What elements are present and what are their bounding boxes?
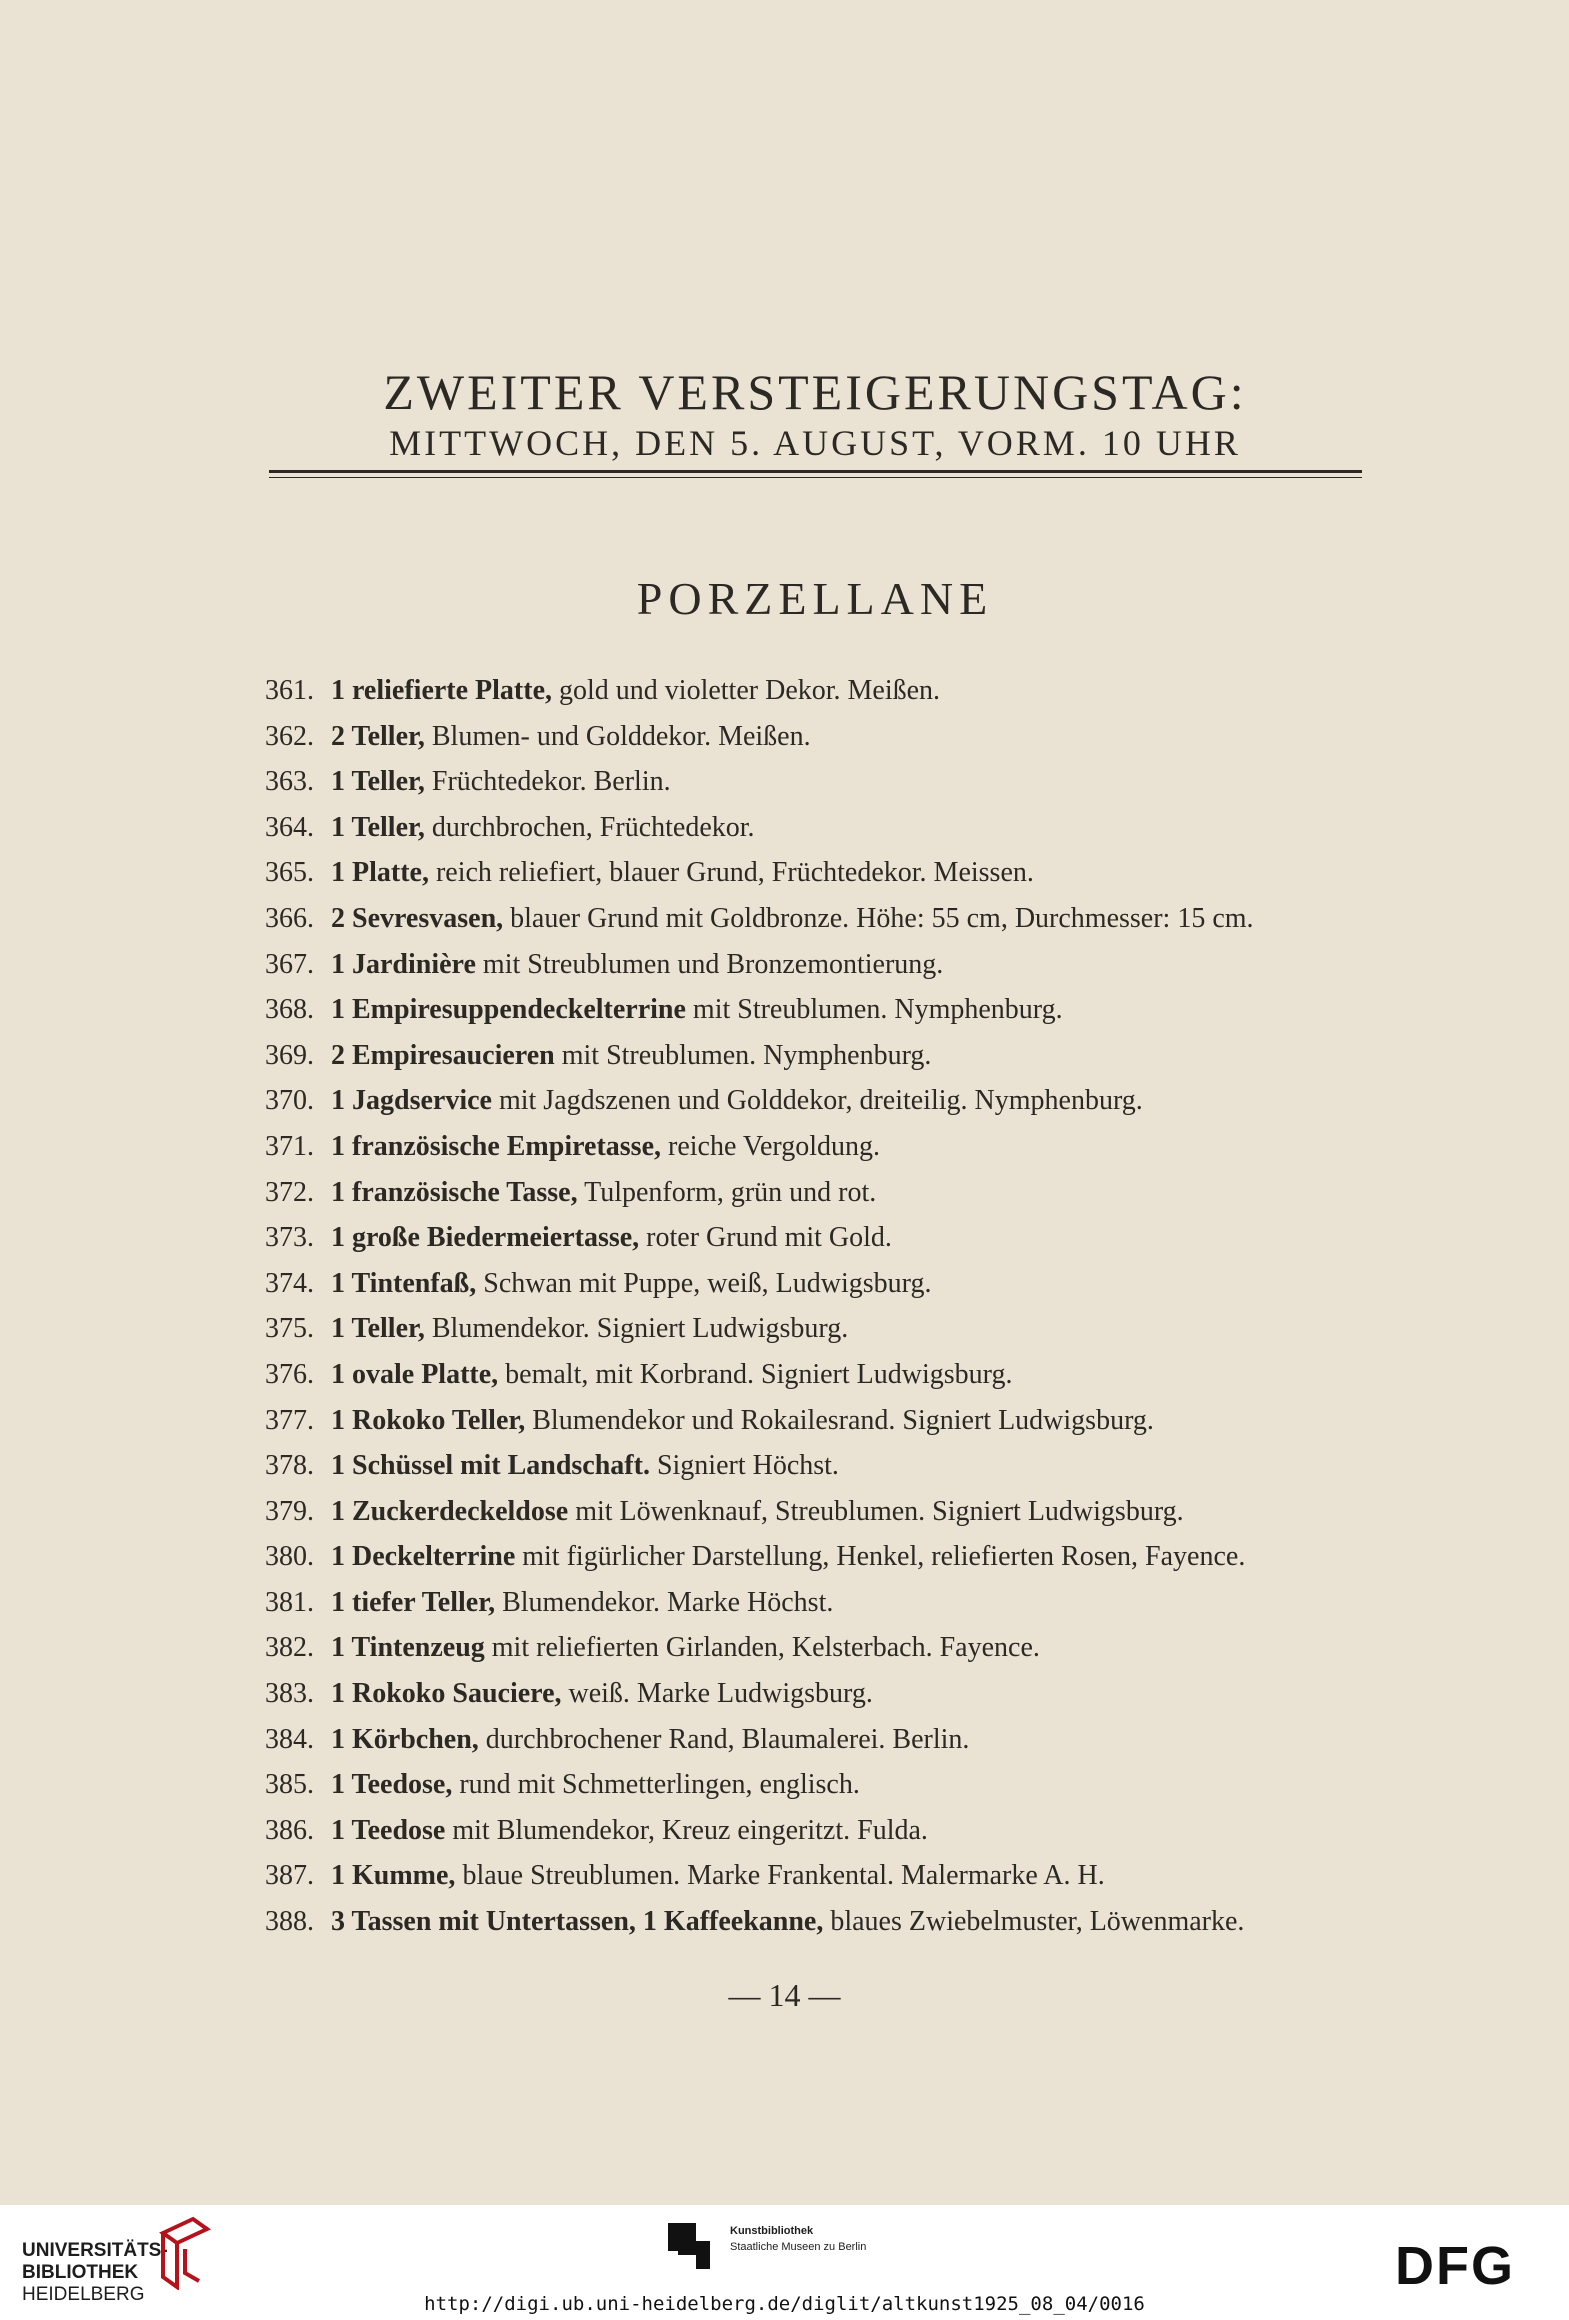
lot-description: gold und violetter Dekor. Meißen. [552, 675, 941, 706]
lot-description: durchbrochener Rand, Blaumalerei. Berlin. [478, 1723, 970, 1755]
lot-description: Früchtedekor. Berlin. [424, 766, 671, 798]
lot-number: 379. [265, 1495, 314, 1527]
lot-entry [265, 1717, 1385, 1763]
lot-description: Blumendekor und Rokailesrand. Signiert Ludwigsburg. [525, 1404, 1154, 1436]
kb-line1: Kunstbibliothek [730, 2225, 814, 2237]
lot-entry [265, 942, 1385, 988]
lot-number: 365. [265, 857, 314, 889]
lot-entry [265, 1671, 1385, 1717]
kunstbibliothek-logo[interactable] [730, 2223, 866, 2255]
lot-description: mit Blumendekor, Kreuz eingeritzt. Fulda. [445, 1814, 928, 1846]
lot-entry [265, 1808, 1385, 1854]
lot-title: 1 Empiresuppendeckelterrine [331, 994, 686, 1026]
lot-number: 383. [265, 1678, 314, 1710]
lot-title: 1 Tintenzeug [331, 1632, 485, 1664]
sub-heading: MITTWOCH, DEN 5. AUGUST, VORM. 10 UHR [389, 423, 1241, 463]
auction-day-heading [250, 365, 1380, 463]
lot-entry [265, 805, 1385, 851]
lot-entry [265, 1899, 1385, 1945]
lot-number: 369. [265, 1039, 314, 1071]
lot-number: 385. [265, 1769, 314, 1801]
lot-number: 374. [265, 1267, 314, 1299]
lot-title: 1 französische Empiretasse, [331, 1130, 661, 1162]
lot-number: 386. [265, 1814, 314, 1846]
lot-title: 2 Empiresaucieren [331, 1039, 555, 1071]
uni-logo-line2: BIBLIOTHEK [22, 2262, 139, 2283]
lot-number: 372. [265, 1176, 314, 1208]
lot-title: 1 Deckelterrine [331, 1541, 516, 1573]
lot-description: rund mit Schmetterlingen, englisch. [452, 1769, 860, 1801]
university-emblem-icon [155, 2215, 215, 2290]
lot-entry [265, 1078, 1385, 1124]
lot-description: roter Grund mit Gold. [639, 1222, 892, 1254]
lot-number: 364. [265, 811, 314, 843]
lot-title: 1 Teller, [331, 1313, 425, 1345]
page-number: — 14 — [728, 1977, 841, 2013]
lot-title: 1 tiefer Teller, [331, 1586, 496, 1618]
lot-title: 1 Schüssel mit Landschaft. [331, 1450, 650, 1482]
lot-number: 380. [265, 1541, 314, 1573]
lot-description: Signiert Höchst. [649, 1450, 839, 1482]
heading-rule-thin [269, 477, 1362, 478]
lot-number: 376. [265, 1358, 314, 1390]
lot-entry [265, 1443, 1385, 1489]
lot-entry [265, 1398, 1385, 1444]
lot-description: mit reliefierten Girlanden, Kelsterbach. Fayence. [484, 1632, 1040, 1664]
lot-title: 1 ovale Platte, [331, 1358, 499, 1390]
lot-description: mit Streublumen und Bronzemontierung. [475, 948, 944, 980]
lot-entry [265, 1124, 1385, 1170]
heading-rule-thick [269, 470, 1362, 473]
lot-entry [265, 1352, 1385, 1398]
lot-title: 1 Kumme, [331, 1860, 456, 1892]
lot-title: 1 Jagdservice [331, 1085, 492, 1117]
lot-title: 1 reliefierte Platte, [331, 675, 553, 706]
source-url-link[interactable]: http://digi.ub.uni-heidelberg.de/diglit/altkunst1925_08_04/0016 [424, 2293, 1145, 2315]
lot-title: 3 Tassen mit Untertassen, 1 Kaffeekanne, [331, 1906, 824, 1938]
lot-description: Schwan mit Puppe, weiß, Ludwigsburg. [476, 1267, 932, 1299]
lot-number: 363. [265, 766, 314, 798]
lot-entry [265, 1215, 1385, 1261]
lot-number: 378. [265, 1450, 314, 1482]
lot-description: mit Streublumen. Nymphenburg. [554, 1039, 932, 1071]
lot-number: 361. [265, 675, 314, 706]
lot-description: Blumendekor. Signiert Ludwigsburg. [424, 1313, 849, 1345]
lot-entry [265, 1306, 1385, 1352]
lot-description: blaue Streublumen. Marke Frankental. Malermarke A. H. [455, 1860, 1105, 1892]
lot-entry [265, 1625, 1385, 1671]
lot-description: bemalt, mit Korbrand. Signiert Ludwigsburg. [498, 1358, 1013, 1390]
lot-title: 1 Zuckerdeckeldose [331, 1495, 569, 1527]
lot-description: mit figürlicher Darstellung, Henkel, reliefierten Rosen, Fayence. [515, 1541, 1246, 1573]
dfg-logo[interactable]: DFG [1395, 2236, 1515, 2296]
lot-description: durchbrochen, Früchtedekor. [424, 811, 755, 843]
uni-logo-line3: HEIDELBERG [22, 2284, 145, 2305]
lot-entry [265, 850, 1385, 896]
lot-title: 1 Rokoko Teller, [331, 1404, 526, 1436]
lot-number: 362. [265, 720, 314, 752]
lot-number: 375. [265, 1313, 314, 1345]
lot-entry [265, 1170, 1385, 1216]
lot-description: blaues Zwiebelmuster, Löwenmarke. [823, 1906, 1245, 1938]
lot-entry [265, 759, 1385, 805]
lot-number: 373. [265, 1222, 314, 1254]
uni-logo-line1: UNIVERSITÄTS- [22, 2240, 168, 2261]
lot-title: 1 Teller, [331, 811, 425, 843]
lot-description: Blumendekor. Marke Höchst. [495, 1586, 834, 1618]
lot-entry [265, 987, 1385, 1033]
lot-entry [265, 1853, 1385, 1899]
lot-title: 1 Teedose, [331, 1769, 453, 1801]
lot-description: reich reliefiert, blauer Grund, Früchtedekor. Meissen. [428, 857, 1034, 889]
lot-description: Tulpenform, grün und rot. [577, 1176, 877, 1208]
lot-entry [265, 1534, 1385, 1580]
lot-entry [265, 1033, 1385, 1079]
lot-title: 2 Teller, [331, 720, 425, 752]
lot-list [265, 668, 1385, 1945]
lot-number: 371. [265, 1130, 314, 1162]
lot-title: 1 französische Tasse, [331, 1176, 578, 1208]
section-title: PORZELLANE [636, 573, 994, 624]
lot-entry [265, 1261, 1385, 1307]
lot-title: 1 Platte, [331, 857, 429, 889]
lot-description: mit Streublumen. Nymphenburg. [685, 994, 1063, 1026]
lot-title: 1 Jardinière [331, 948, 476, 980]
lot-entry [265, 1762, 1385, 1808]
lot-entry [265, 896, 1385, 942]
kb-line2: Staatliche Museen zu Berlin [730, 2241, 867, 2253]
kunstbibliothek-emblem-icon [668, 2223, 718, 2273]
lot-number: 381. [265, 1586, 314, 1618]
lot-title: 2 Sevresvasen, [331, 902, 504, 934]
lot-description: mit Löwenknauf, Streublumen. Signiert Ludwigsburg. [568, 1495, 1184, 1527]
lot-number: 387. [265, 1860, 314, 1892]
lot-title: 1 Körbchen, [331, 1723, 479, 1755]
lot-description: blauer Grund mit Goldbronze. Höhe: 55 cm, Durchmesser: 15 cm. [503, 902, 1254, 934]
lot-number: 367. [265, 948, 314, 980]
lot-entry [265, 1580, 1385, 1626]
lot-title: 1 Teedose [331, 1814, 446, 1846]
lot-entry [265, 668, 1385, 714]
lot-number: 388. [265, 1906, 314, 1938]
lot-title: 1 Rokoko Sauciere, [331, 1678, 562, 1710]
lot-title: 1 Tintenfaß, [331, 1267, 477, 1299]
lot-number: 366. [265, 902, 314, 934]
lot-title: 1 Teller, [331, 766, 425, 798]
lot-number: 384. [265, 1723, 314, 1755]
lot-description: weiß. Marke Ludwigsburg. [561, 1678, 873, 1710]
lot-entry [265, 1489, 1385, 1535]
lot-description: Blumen- und Golddekor. Meißen. [424, 720, 811, 752]
lot-number: 370. [265, 1085, 314, 1117]
lot-number: 382. [265, 1632, 314, 1664]
main-heading: ZWEITER VERSTEIGERUNGSTAG: [383, 364, 1247, 420]
lot-number: 368. [265, 994, 314, 1026]
lot-number: 377. [265, 1404, 314, 1436]
lot-entry [265, 714, 1385, 760]
lot-description: reiche Vergoldung. [661, 1130, 881, 1162]
lot-description: mit Jagdszenen und Golddekor, dreiteilig. Nymphenburg. [491, 1085, 1143, 1117]
lot-title: 1 große Biedermeiertasse, [331, 1222, 640, 1254]
